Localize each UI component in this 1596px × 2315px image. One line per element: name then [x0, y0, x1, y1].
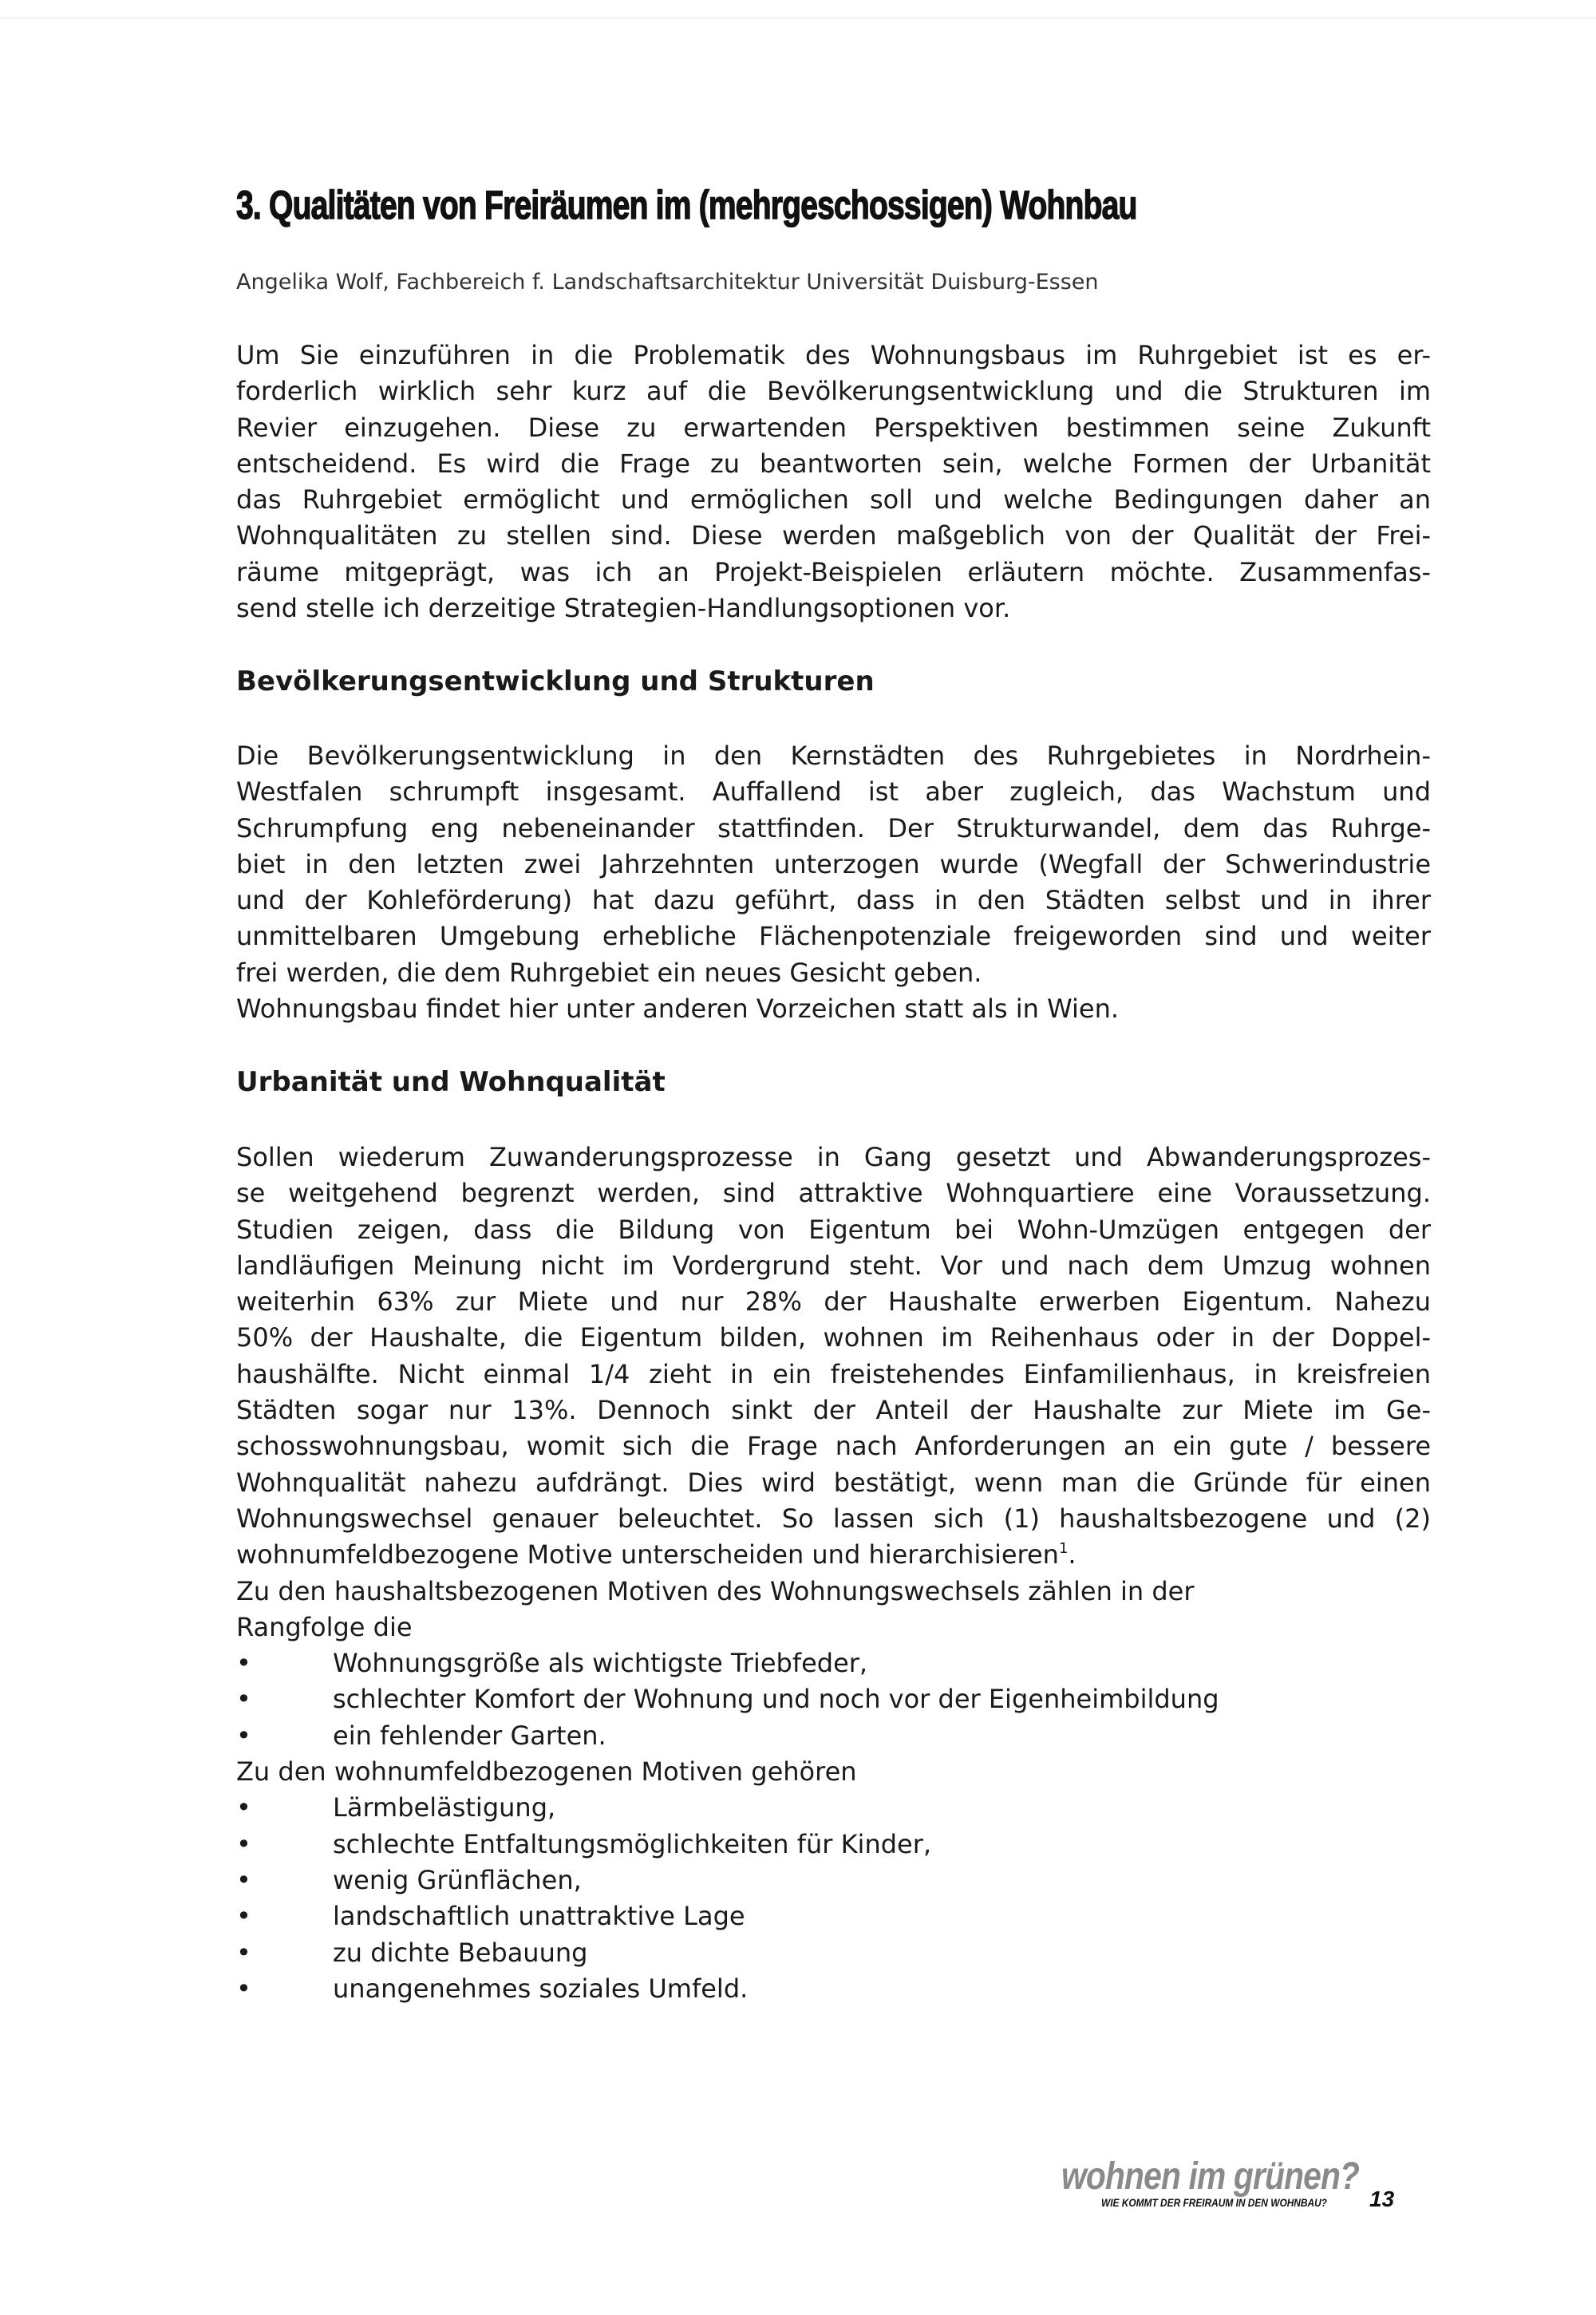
- intro-paragraph: [236, 338, 1431, 626]
- text-line: weiterhin 63% zur Miete und nur 28% der Haushalte erwerben Eigentum. Nahezu: [236, 1286, 1431, 1317]
- bullet-icon: •: [236, 1828, 251, 1859]
- bullet-icon: •: [236, 1901, 251, 1932]
- section-heading: Bevölkerungsentwicklung und Strukturen: [236, 666, 875, 697]
- footer-publication-title: wohnen im grünen?: [1061, 2155, 1360, 2198]
- section2-paragraph: [236, 1140, 1431, 2007]
- text-line: [236, 1537, 1431, 1573]
- text-line: 50% der Haushalte, die Eigentum bilden, wohnen im Reihenhaus oder in der Doppel-: [236, 1322, 1431, 1353]
- text-line: Zu den haushaltsbezogenen Motiven des Wohnungswechsels zählen in der: [236, 1575, 1195, 1606]
- text-line: Die Bevölkerungsentwicklung in den Kernstädten des Ruhrgebietes in Nordrhein-: [236, 741, 1431, 771]
- text-line: Zu den wohnumfeldbezogenen Motiven gehören: [236, 1756, 857, 1788]
- bullet-icon: •: [236, 1937, 251, 1968]
- bullet-icon: •: [236, 1792, 251, 1823]
- text-line: Um Sie einzuführen in die Problematik des Wohnungsbaus im Ruhrgebiet ist es er-: [236, 340, 1431, 370]
- text-line: Sollen wiederum Zuwanderungsprozesse in Gang gesetzt und Abwanderungsprozes-: [236, 1142, 1431, 1172]
- list-item: • unangenehmes soziales Umfeld.: [236, 1971, 1431, 2007]
- text-line: landläufigen Meinung nicht im Vordergrund steht. Vor und nach dem Umzug wohnen: [236, 1250, 1431, 1281]
- text-line: biet in den letzten zwei Jahrzehnten unterzogen wurde (Wegfall der Schwerindustrie: [236, 848, 1431, 879]
- text: .: [1068, 1539, 1077, 1570]
- text-line: Wohnungswechsel genauer beleuchtet. So lassen sich (1) haushaltsbezogene und (2): [236, 1503, 1431, 1534]
- text-line: und der Kohleförderung) hat dazu geführt, dass in den Städten selbst und in ihrer: [236, 885, 1431, 916]
- text-line: haushälfte. Nicht einmal 1/4 zieht in ein freistehendes Einfamilienhaus, in kreisfreien: [236, 1358, 1431, 1389]
- text-line: unmittelbaren Umgebung erhebliche Flächenpotenziale freigeworden sind und weiter: [236, 921, 1431, 952]
- text-line: schosswohnungsbau, womit sich die Frage nach Anforderungen an ein gute / bessere: [236, 1431, 1431, 1462]
- text-line: Wohnqualität nahezu aufdrängt. Dies wird bestätigt, wenn man die Gründe für einen: [236, 1467, 1431, 1498]
- text-line: Schrumpfung eng nebeneinander stattfinden. Der Strukturwandel, dem das Ruhrge-: [236, 812, 1431, 843]
- footnote-mark: 1: [1058, 1540, 1069, 1558]
- text-line: Revier einzugehen. Diese zu erwartenden Perspektiven bestimmen seine Zukunft: [236, 412, 1431, 443]
- section-heading: Urbanität und Wohnqualität: [236, 1066, 666, 1098]
- text-line: Wohnqualitäten zu stellen sind. Diese werden maßgeblich von der Qualität der Frei-: [236, 520, 1431, 551]
- footer-publication-subtitle: WIE KOMMT DER FREIRAUM IN DEN WOHNBAU?: [1101, 2196, 1327, 2209]
- list-item: • zu dichte Bebauung: [236, 1935, 1431, 1971]
- text-line: Rangfolge die: [236, 1611, 413, 1642]
- author-line: Angelika Wolf, Fachbereich f. Landschaftsarchitektur Universität Duisburg-Essen: [236, 270, 1099, 294]
- list-item: • wenig Grünflächen,: [236, 1863, 1431, 1898]
- bullet-icon: •: [236, 1684, 251, 1715]
- text-line: se weitgehend begrenzt werden, sind attraktive Wohnquartiere eine Voraussetzung.: [236, 1178, 1431, 1209]
- text-line: forderlich wirklich sehr kurz auf die Bevölkerungsentwicklung und die Strukturen im: [236, 376, 1431, 407]
- text-line: entscheidend. Es wird die Frage zu beantworten sein, welche Formen der Urbanität: [236, 448, 1431, 479]
- list-item: • Wohnungsgröße als wichtigste Triebfeder,: [236, 1645, 1431, 1681]
- text-line: frei werden, die dem Ruhrgebiet ein neues Gesicht geben.: [236, 957, 982, 988]
- text-line: das Ruhrgebiet ermöglicht und ermöglichen soll und welche Bedingungen daher an: [236, 484, 1431, 516]
- bullet-icon: •: [236, 1720, 251, 1751]
- text: wohnumfeldbezogene Motive unterscheiden und hierarchisieren: [236, 1539, 1059, 1570]
- text-line: Studien zeigen, dass die Bildung von Eigentum bei Wohn-Umzügen entgegen der: [236, 1214, 1431, 1245]
- page-number: 13: [1369, 2187, 1395, 2211]
- list-item: • landschaftlich unattraktive Lage: [236, 1898, 1431, 1934]
- list-item: • Lärmbelästigung,: [236, 1790, 1431, 1826]
- text-line: Städten sogar nur 13%. Dennoch sinkt der Anteil der Haushalte zur Miete im Ge-: [236, 1395, 1431, 1426]
- section1-paragraph: [236, 738, 1431, 1027]
- text-line: räume mitgeprägt, was ich an Projekt-Beispielen erläutern möchte. Zusammenfas-: [236, 556, 1431, 587]
- text-line: Wohnungsbau findet hier unter anderen Vorzeichen statt als in Wien.: [236, 994, 1120, 1025]
- list-item: • schlechter Komfort der Wohnung und noch vor der Eigenheimbildung: [236, 1681, 1431, 1717]
- list-item: • schlechte Entfaltungsmöglichkeiten für Kinder,: [236, 1827, 1431, 1863]
- list-item: • ein fehlender Garten.: [236, 1718, 1431, 1754]
- text-line: send stelle ich derzeitige Strategien-Handlungsoptionen vor.: [236, 593, 1011, 624]
- text-line: Westfalen schrumpft insgesamt. Auffallend ist aber zugleich, das Wachstum und: [236, 776, 1431, 808]
- chapter-title: 3. Qualitäten von Freiräumen im (mehrgeschossigen) Wohnbau: [236, 183, 1137, 227]
- bullet-icon: •: [236, 1648, 251, 1679]
- bullet-icon: •: [236, 1864, 251, 1895]
- bullet-icon: •: [236, 1973, 251, 2004]
